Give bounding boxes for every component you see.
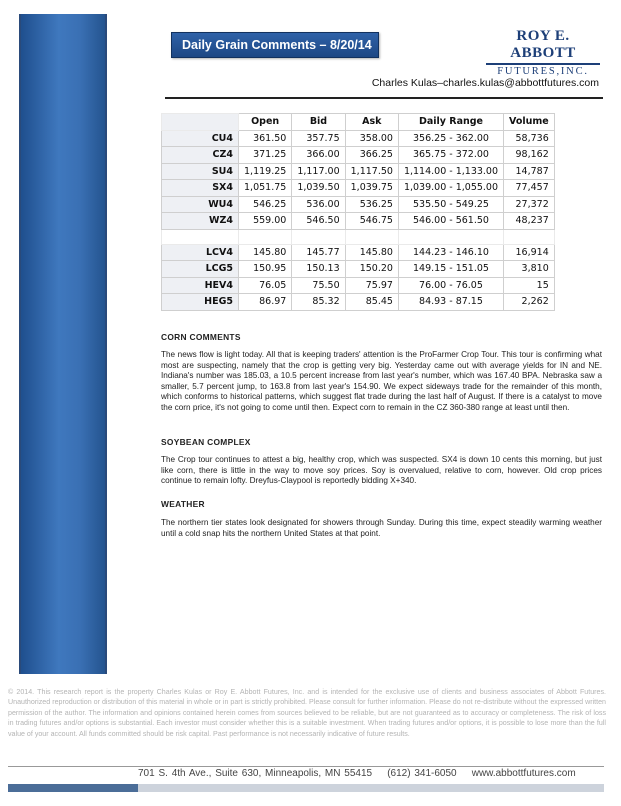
cell-ask: 358.00 bbox=[345, 130, 398, 147]
cell-bid: 366.00 bbox=[292, 147, 345, 164]
section-heading: WEATHER bbox=[161, 499, 205, 509]
cell-open: 1,119.25 bbox=[239, 163, 292, 180]
cell-ask: 546.75 bbox=[345, 213, 398, 230]
header-divider bbox=[165, 97, 603, 99]
cell-bid: 75.50 bbox=[292, 277, 345, 294]
spacer-cell bbox=[398, 229, 503, 244]
cell-symbol: HEG5 bbox=[162, 294, 239, 311]
cell-range: 76.00 - 76.05 bbox=[398, 277, 503, 294]
footer-bar-accent bbox=[8, 784, 138, 792]
report-title: Daily Grain Comments – 8/20/14 bbox=[171, 32, 379, 58]
company-logo bbox=[486, 28, 600, 77]
cell-symbol: LCV4 bbox=[162, 244, 239, 261]
spacer-cell bbox=[345, 229, 398, 244]
cell-volume: 48,237 bbox=[504, 213, 555, 230]
cell-range: 84.93 - 87.15 bbox=[398, 294, 503, 311]
logo-divider bbox=[486, 63, 600, 65]
section-text: The northern tier states look designated for showers through Sunday. During this time, expect steadily warming weather until a cold snap hits the northern United States at that point. bbox=[161, 518, 602, 538]
cell-ask: 145.80 bbox=[345, 244, 398, 261]
cell-symbol: CU4 bbox=[162, 130, 239, 147]
footer-website[interactable]: www.abbottfutures.com bbox=[471, 768, 576, 779]
footer-phone: (612) 341-6050 bbox=[387, 768, 457, 779]
table-row bbox=[162, 163, 555, 180]
cell-ask: 75.97 bbox=[345, 277, 398, 294]
cell-open: 150.95 bbox=[239, 261, 292, 278]
cell-bid: 1,039.50 bbox=[292, 180, 345, 197]
header-bid: Bid bbox=[292, 114, 345, 131]
cell-bid: 85.32 bbox=[292, 294, 345, 311]
decorative-sidebar bbox=[19, 14, 107, 674]
cell-volume: 15 bbox=[504, 277, 555, 294]
cell-range: 356.25 - 362.00 bbox=[398, 130, 503, 147]
cell-bid: 1,117.00 bbox=[292, 163, 345, 180]
cell-ask: 1,117.50 bbox=[345, 163, 398, 180]
cell-symbol: HEV4 bbox=[162, 277, 239, 294]
cell-open: 546.25 bbox=[239, 196, 292, 213]
cell-bid: 145.77 bbox=[292, 244, 345, 261]
cell-symbol: WU4 bbox=[162, 196, 239, 213]
cell-ask: 150.20 bbox=[345, 261, 398, 278]
table-row bbox=[162, 294, 555, 311]
cell-bid: 546.50 bbox=[292, 213, 345, 230]
header-open: Open bbox=[239, 114, 292, 131]
cell-volume: 27,372 bbox=[504, 196, 555, 213]
table-row bbox=[162, 147, 555, 164]
footer-bar-fill bbox=[138, 784, 604, 792]
author-contact: Charles Kulas–charles.kulas@abbottfutures.com bbox=[371, 77, 599, 89]
table-body bbox=[162, 130, 555, 310]
cell-symbol: WZ4 bbox=[162, 213, 239, 230]
cell-volume: 77,457 bbox=[504, 180, 555, 197]
cell-ask: 85.45 bbox=[345, 294, 398, 311]
cell-volume: 3,810 bbox=[504, 261, 555, 278]
header-volume: Volume bbox=[504, 114, 555, 131]
cell-open: 559.00 bbox=[239, 213, 292, 230]
cell-open: 1,051.75 bbox=[239, 180, 292, 197]
cell-ask: 536.25 bbox=[345, 196, 398, 213]
cell-range: 535.50 - 549.25 bbox=[398, 196, 503, 213]
logo-name: ROY E. ABBOTT bbox=[510, 28, 576, 61]
cell-volume: 16,914 bbox=[504, 244, 555, 261]
spacer-cell bbox=[292, 229, 345, 244]
table-row bbox=[162, 130, 555, 147]
table-header-row bbox=[162, 114, 555, 131]
header-ask: Ask bbox=[345, 114, 398, 131]
cell-symbol: LCG5 bbox=[162, 261, 239, 278]
logo-subtitle: FUTURES,INC. bbox=[497, 66, 589, 77]
cell-volume: 58,736 bbox=[504, 130, 555, 147]
table-row bbox=[162, 196, 555, 213]
legal-disclaimer: © 2014. This research report is the property Charles Kulas or Roy E. Abbott Futures, Inc. and is intended for the exclusive use of clients and business associates of Abbott Futures. Unauthorized reproduction or distribution of this material in whole or in part is strictly prohibited. Please consult for further information. Please do not re-distribute without the expressed written permission of the author. The information and opinions contained herein comes from sources believed to be reliable, but are not guaranteed as to accuracy or completeness. The risk of loss in trading futures and/or options is substantial. Each investor must consider whether this is a suitable investment. When trading futures and/or options, it is possible to lose more than the full value of your account. All funds committed should be risk capital. Past performance is not necessarily indicative of future results. bbox=[8, 688, 606, 738]
cell-open: 361.50 bbox=[239, 130, 292, 147]
spacer-cell bbox=[162, 229, 239, 244]
cell-range: 144.23 - 146.10 bbox=[398, 244, 503, 261]
section-heading: SOYBEAN COMPLEX bbox=[161, 437, 251, 447]
spacer-cell bbox=[239, 229, 292, 244]
table-row bbox=[162, 213, 555, 230]
cell-volume: 98,162 bbox=[504, 147, 555, 164]
cell-ask: 366.25 bbox=[345, 147, 398, 164]
cell-volume: 2,262 bbox=[504, 294, 555, 311]
cell-symbol: SX4 bbox=[162, 180, 239, 197]
cell-bid: 536.00 bbox=[292, 196, 345, 213]
section-text: The news flow is light today. All that is keeping traders' attention is the ProFarmer Crop Tour. This tour is confirming what most are suspecting, namely that the crop is getting very big. Yesterday came out with average yields for IN and NE. Indiana's number was 185.03, a 10.5 percent increase from last year's number, which was 167.40 BPA. Nebraska saw a smaller, 5.7 percent jump, to 163.8 from last year's 154.90. We expect sideways trade for the remainder of this month, which conforms to historical patterns, which suggest flat trade during the last half of August. If there is a catalyst to move the corn price, it's not going to come until then. Expect corn to remain in the CZ 360-380 range at least until then. bbox=[161, 350, 602, 412]
section-text: The Crop tour continues to attest a big, healthy crop, which was suspected. SX4 is down 10 cents this morning, but just like corn, there is little in the way to move soy prices. Soy is overvalued, relative to corn, however. Old crop prices continue to remain lofty. Dreyfus-Claypool is reportedly bidding X+340. bbox=[161, 455, 602, 486]
header-daily-range: Daily Range bbox=[398, 114, 503, 131]
table-row bbox=[162, 244, 555, 261]
cell-open: 76.05 bbox=[239, 277, 292, 294]
cell-bid: 357.75 bbox=[292, 130, 345, 147]
footer-color-bar bbox=[8, 784, 604, 792]
cell-open: 145.80 bbox=[239, 244, 292, 261]
cell-symbol: SU4 bbox=[162, 163, 239, 180]
section-heading: CORN COMMENTS bbox=[161, 332, 241, 342]
table-row bbox=[162, 261, 555, 278]
cell-volume: 14,787 bbox=[504, 163, 555, 180]
price-table bbox=[161, 113, 555, 311]
spacer-cell bbox=[504, 229, 555, 244]
cell-open: 86.97 bbox=[239, 294, 292, 311]
cell-ask: 1,039.75 bbox=[345, 180, 398, 197]
cell-range: 546.00 - 561.50 bbox=[398, 213, 503, 230]
cell-range: 1,039.00 - 1,055.00 bbox=[398, 180, 503, 197]
cell-range: 365.75 - 372.00 bbox=[398, 147, 503, 164]
table-row bbox=[162, 180, 555, 197]
footer-contact bbox=[138, 768, 576, 779]
cell-bid: 150.13 bbox=[292, 261, 345, 278]
footer-divider bbox=[8, 766, 604, 767]
table-row bbox=[162, 277, 555, 294]
cell-open: 371.25 bbox=[239, 147, 292, 164]
cell-range: 149.15 - 151.05 bbox=[398, 261, 503, 278]
table-spacer-row bbox=[162, 229, 555, 244]
footer-address: 701 S. 4th Ave., Suite 630, Minneapolis, MN 55415 bbox=[138, 768, 373, 779]
header-symbol bbox=[162, 114, 239, 131]
cell-range: 1,114.00 - 1,133.00 bbox=[398, 163, 503, 180]
cell-symbol: CZ4 bbox=[162, 147, 239, 164]
